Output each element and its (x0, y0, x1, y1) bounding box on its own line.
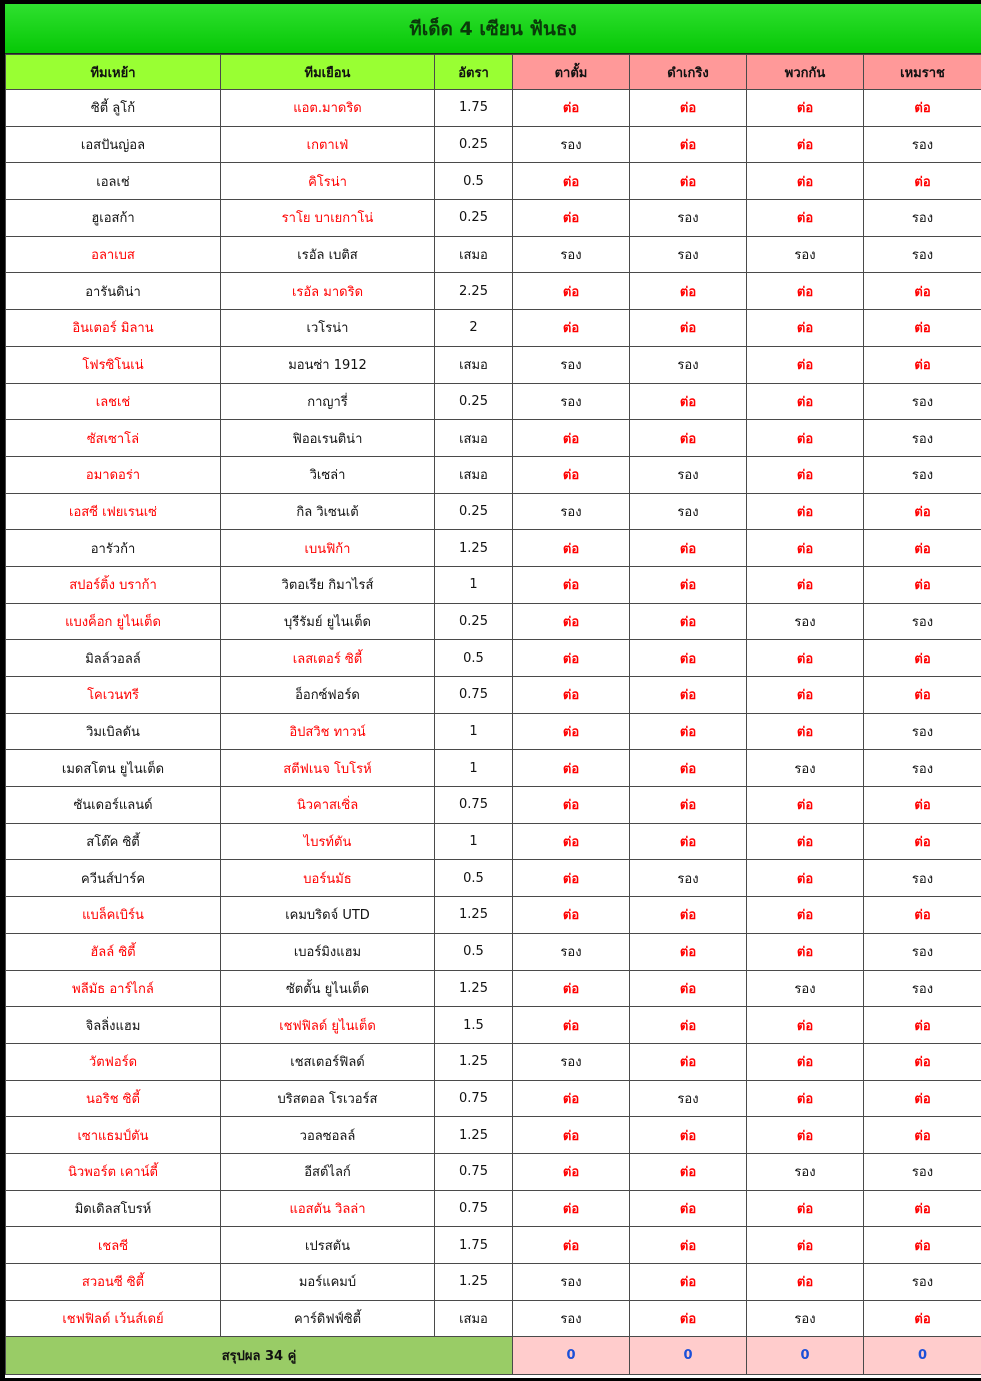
score-expert-4: 0 (864, 1337, 981, 1375)
away-team: กิล วิเซนเต้ (221, 493, 435, 530)
expert-pick: ต่อ (630, 420, 747, 457)
expert-pick: ต่อ (864, 640, 981, 677)
header-expert-2: ดำเกริง (630, 55, 747, 90)
table-row (6, 1043, 981, 1080)
odds-value: 0.5 (435, 933, 513, 970)
odds-value: 2 (435, 310, 513, 347)
expert-pick: ต่อ (864, 787, 981, 824)
home-team: แบล็คเบิร์น (6, 897, 221, 934)
home-team: อารันดิน่า (6, 273, 221, 310)
expert-pick: รอง (747, 1300, 864, 1337)
expert-pick: ต่อ (864, 310, 981, 347)
odds-value: 1.75 (435, 90, 513, 127)
table-row (6, 346, 981, 383)
away-team: เปรสตัน (221, 1227, 435, 1264)
expert-pick: ต่อ (864, 530, 981, 567)
away-team: อีสต์ไลก์ (221, 1153, 435, 1190)
expert-pick: รอง (864, 1153, 981, 1190)
expert-pick: ต่อ (864, 493, 981, 530)
expert-pick: ต่อ (864, 1007, 981, 1044)
away-team: เรอัล มาดริด (221, 273, 435, 310)
expert-pick: ต่อ (747, 787, 864, 824)
table-row (6, 90, 981, 127)
table-row (6, 1300, 981, 1337)
table-row (6, 787, 981, 824)
expert-pick: ต่อ (513, 1153, 630, 1190)
home-team: มิดเดิลสโบรห์ (6, 1190, 221, 1227)
expert-pick: ต่อ (630, 163, 747, 200)
expert-pick: รอง (864, 970, 981, 1007)
expert-pick: ต่อ (747, 1007, 864, 1044)
odds-value: 1.75 (435, 1227, 513, 1264)
table-row (6, 1080, 981, 1117)
odds-value: เสมอ (435, 1300, 513, 1337)
away-team: วิตอเรีย กิมาไรส์ (221, 566, 435, 603)
odds-value: 1 (435, 823, 513, 860)
away-team: กาญารี่ (221, 383, 435, 420)
expert-pick: ต่อ (630, 1117, 747, 1154)
odds-value: 1.25 (435, 897, 513, 934)
home-team: เอสซี เฟยเรนเซ่ (6, 493, 221, 530)
table-body (6, 90, 981, 1337)
home-team: ซันเดอร์แลนด์ (6, 787, 221, 824)
expert-pick: ต่อ (747, 1264, 864, 1301)
table-row (6, 1190, 981, 1227)
away-team: บุรีรัมย์ ยูไนเต็ด (221, 603, 435, 640)
expert-pick: รอง (513, 933, 630, 970)
expert-pick: ต่อ (630, 1043, 747, 1080)
expert-pick: ต่อ (513, 970, 630, 1007)
expert-pick: ต่อ (630, 640, 747, 677)
home-team: วิมเบิลดัน (6, 713, 221, 750)
expert-pick: รอง (630, 200, 747, 237)
home-team: มิลล์วอลล์ (6, 640, 221, 677)
table-row (6, 236, 981, 273)
away-team: เวโรน่า (221, 310, 435, 347)
expert-pick: รอง (747, 236, 864, 273)
expert-pick: ต่อ (630, 310, 747, 347)
expert-pick: รอง (513, 493, 630, 530)
expert-pick: ต่อ (513, 163, 630, 200)
away-team: เบนฟิก้า (221, 530, 435, 567)
home-team: ควีนส์ปาร์ค (6, 860, 221, 897)
expert-pick: ต่อ (864, 346, 981, 383)
table-row (6, 456, 981, 493)
home-team: เอลเช่ (6, 163, 221, 200)
expert-pick: ต่อ (864, 1117, 981, 1154)
home-team: ฮูเอสก้า (6, 200, 221, 237)
odds-value: เสมอ (435, 456, 513, 493)
home-team: ฮัลล์ ซิตี้ (6, 933, 221, 970)
odds-value: 0.75 (435, 1190, 513, 1227)
home-team: จิลลิ่งแฮม (6, 1007, 221, 1044)
expert-pick: ต่อ (630, 897, 747, 934)
expert-pick: ต่อ (747, 346, 864, 383)
expert-pick: ต่อ (747, 1080, 864, 1117)
expert-pick: ต่อ (513, 750, 630, 787)
expert-pick: ต่อ (513, 640, 630, 677)
expert-pick: ต่อ (864, 1190, 981, 1227)
home-team: เอสปันญ่อล (6, 126, 221, 163)
table-row (6, 126, 981, 163)
expert-pick: ต่อ (513, 310, 630, 347)
expert-pick: ต่อ (747, 90, 864, 127)
expert-pick: รอง (513, 1264, 630, 1301)
expert-pick: ต่อ (864, 1227, 981, 1264)
odds-value: 0.75 (435, 1080, 513, 1117)
home-team: พลีมัธ อาร์ไกล์ (6, 970, 221, 1007)
table-row (6, 566, 981, 603)
odds-value: 1.25 (435, 1117, 513, 1154)
expert-pick: ต่อ (513, 823, 630, 860)
expert-pick: ต่อ (864, 1080, 981, 1117)
home-team: เชลซี (6, 1227, 221, 1264)
expert-pick: รอง (864, 200, 981, 237)
away-team: มอนซ่า 1912 (221, 346, 435, 383)
away-team: แอต.มาดริด (221, 90, 435, 127)
expert-pick: ต่อ (864, 1300, 981, 1337)
expert-pick: ต่อ (864, 897, 981, 934)
expert-pick: ต่อ (630, 970, 747, 1007)
expert-pick: รอง (864, 126, 981, 163)
expert-pick: ต่อ (513, 1190, 630, 1227)
table-row (6, 1007, 981, 1044)
table-row (6, 603, 981, 640)
table-row (6, 677, 981, 714)
expert-pick: ต่อ (747, 493, 864, 530)
home-team: นิวพอร์ต เคาน์ตี้ (6, 1153, 221, 1190)
expert-pick: รอง (864, 713, 981, 750)
table-row (6, 273, 981, 310)
odds-value: 0.25 (435, 493, 513, 530)
odds-value: เสมอ (435, 236, 513, 273)
away-team: วิเซล่า (221, 456, 435, 493)
odds-value: เสมอ (435, 420, 513, 457)
expert-pick: ต่อ (747, 677, 864, 714)
away-team: เบอร์มิงแฮม (221, 933, 435, 970)
expert-pick: ต่อ (513, 1117, 630, 1154)
home-team: ซัสเซาโล่ (6, 420, 221, 457)
expert-pick: ต่อ (747, 163, 864, 200)
expert-pick: ต่อ (747, 456, 864, 493)
home-team: เลชเช่ (6, 383, 221, 420)
odds-value: 0.75 (435, 677, 513, 714)
table-row (6, 200, 981, 237)
away-team: เกตาเฟ่ (221, 126, 435, 163)
odds-value: 0.5 (435, 163, 513, 200)
expert-pick: ต่อ (513, 90, 630, 127)
odds-value: 1.25 (435, 970, 513, 1007)
expert-pick: ต่อ (864, 90, 981, 127)
odds-value: 0.25 (435, 126, 513, 163)
header-expert-1: ตาตั้ม (513, 55, 630, 90)
away-team: เลสเตอร์ ซิตี้ (221, 640, 435, 677)
odds-value: 0.25 (435, 383, 513, 420)
expert-pick: รอง (630, 493, 747, 530)
expert-pick: ต่อ (864, 163, 981, 200)
table-row (6, 310, 981, 347)
expert-pick: ต่อ (747, 640, 864, 677)
home-team: โฟรซิโนเน่ (6, 346, 221, 383)
expert-pick: ต่อ (747, 1117, 864, 1154)
content-frame (5, 4, 981, 1378)
expert-pick: ต่อ (747, 897, 864, 934)
odds-value: 1.25 (435, 1264, 513, 1301)
expert-pick: รอง (747, 970, 864, 1007)
expert-pick: ต่อ (630, 1153, 747, 1190)
away-team: อ็อกซ์ฟอร์ด (221, 677, 435, 714)
home-team: โคเวนทรี (6, 677, 221, 714)
away-team: แอสตัน วิลล่า (221, 1190, 435, 1227)
expert-pick: ต่อ (513, 860, 630, 897)
expert-pick: ต่อ (747, 933, 864, 970)
expert-pick: รอง (630, 456, 747, 493)
table-row (6, 750, 981, 787)
expert-pick: ต่อ (630, 1300, 747, 1337)
header-expert-4: เหมราช (864, 55, 981, 90)
header-row (6, 55, 981, 90)
expert-pick: ต่อ (747, 200, 864, 237)
summary-label: สรุปผล 34 คู่ (6, 1337, 513, 1375)
expert-pick: รอง (864, 383, 981, 420)
expert-pick: ต่อ (630, 90, 747, 127)
table-row (6, 970, 981, 1007)
table-row (6, 1264, 981, 1301)
odds-value: 0.25 (435, 200, 513, 237)
expert-pick: ต่อ (630, 1007, 747, 1044)
expert-pick: รอง (864, 750, 981, 787)
expert-pick: ต่อ (747, 860, 864, 897)
away-team: อิปสวิช ทาวน์ (221, 713, 435, 750)
expert-pick: ต่อ (630, 126, 747, 163)
table-row (6, 1153, 981, 1190)
expert-pick: รอง (864, 236, 981, 273)
expert-pick: ต่อ (747, 383, 864, 420)
table-row (6, 1227, 981, 1264)
odds-value: 1 (435, 713, 513, 750)
away-team: ราโย บาเยกาโน่ (221, 200, 435, 237)
away-team: เรอัล เบติส (221, 236, 435, 273)
expert-pick: ต่อ (864, 823, 981, 860)
expert-pick: ต่อ (747, 713, 864, 750)
table-row (6, 530, 981, 567)
expert-pick: รอง (630, 860, 747, 897)
table-row (6, 897, 981, 934)
expert-pick: ต่อ (747, 1227, 864, 1264)
away-team: เคมบริดจ์ UTD (221, 897, 435, 934)
expert-pick: รอง (513, 236, 630, 273)
odds-value: 2.25 (435, 273, 513, 310)
away-team: นิวคาสเซิ่ล (221, 787, 435, 824)
expert-pick: ต่อ (513, 713, 630, 750)
expert-pick: ต่อ (513, 1080, 630, 1117)
expert-pick: ต่อ (513, 787, 630, 824)
expert-pick: ต่อ (513, 1227, 630, 1264)
expert-pick: ต่อ (630, 787, 747, 824)
home-team: อมาดอร่า (6, 456, 221, 493)
header-away: ทีมเยือน (221, 55, 435, 90)
expert-pick: ต่อ (630, 530, 747, 567)
expert-pick: ต่อ (864, 1043, 981, 1080)
expert-pick: รอง (747, 603, 864, 640)
score-expert-3: 0 (747, 1337, 864, 1375)
expert-pick: รอง (630, 236, 747, 273)
home-team: วัตฟอร์ด (6, 1043, 221, 1080)
away-team: มอร์แคมบ์ (221, 1264, 435, 1301)
expert-pick: ต่อ (630, 1227, 747, 1264)
expert-pick: ต่อ (747, 823, 864, 860)
expert-pick: รอง (864, 933, 981, 970)
away-team: คาร์ดิฟฟ์ซิตี้ (221, 1300, 435, 1337)
expert-pick: รอง (513, 383, 630, 420)
expert-pick: ต่อ (513, 566, 630, 603)
away-team: บริสตอล โรเวอร์ส (221, 1080, 435, 1117)
table-row (6, 1117, 981, 1154)
expert-pick: รอง (513, 126, 630, 163)
expert-pick: รอง (513, 346, 630, 383)
odds-value: เสมอ (435, 346, 513, 383)
expert-pick: ต่อ (864, 677, 981, 714)
expert-pick: ต่อ (630, 1264, 747, 1301)
home-team: ซิตี้ ลูโก้ (6, 90, 221, 127)
header-odds: อัตรา (435, 55, 513, 90)
table-row (6, 493, 981, 530)
expert-pick: รอง (864, 456, 981, 493)
table-row (6, 383, 981, 420)
expert-pick: ต่อ (747, 566, 864, 603)
expert-pick: ต่อ (630, 823, 747, 860)
expert-pick: รอง (864, 603, 981, 640)
home-team: แบงค็อก ยูไนเต็ด (6, 603, 221, 640)
expert-pick: ต่อ (630, 933, 747, 970)
table-row (6, 420, 981, 457)
expert-pick: ต่อ (747, 420, 864, 457)
odds-value: 0.5 (435, 860, 513, 897)
expert-pick: ต่อ (630, 750, 747, 787)
header-expert-3: พวกกัน (747, 55, 864, 90)
expert-pick: รอง (864, 1264, 981, 1301)
home-team: สโต๊ค ซิตี้ (6, 823, 221, 860)
home-team: สปอร์ติ้ง บราก้า (6, 566, 221, 603)
expert-pick: ต่อ (513, 200, 630, 237)
expert-pick: ต่อ (630, 713, 747, 750)
score-expert-1: 0 (513, 1337, 630, 1375)
table-row (6, 640, 981, 677)
expert-pick: ต่อ (513, 273, 630, 310)
expert-pick: ต่อ (513, 456, 630, 493)
expert-pick: ต่อ (747, 1043, 864, 1080)
odds-value: 1 (435, 750, 513, 787)
odds-value: 0.75 (435, 787, 513, 824)
expert-pick: ต่อ (513, 1007, 630, 1044)
odds-value: 1.25 (435, 1043, 513, 1080)
expert-pick: ต่อ (513, 677, 630, 714)
away-team: ซัตตั้น ยูไนเต็ด (221, 970, 435, 1007)
odds-value: 1.25 (435, 530, 513, 567)
expert-pick: ต่อ (864, 273, 981, 310)
odds-value: 1.5 (435, 1007, 513, 1044)
odds-value: 0.25 (435, 603, 513, 640)
table-row (6, 933, 981, 970)
odds-value: 0.75 (435, 1153, 513, 1190)
away-team: ไบรท์ตัน (221, 823, 435, 860)
expert-pick: ต่อ (630, 273, 747, 310)
page-title: ทีเด็ด 4 เซียน ฟันธง (5, 4, 981, 54)
home-team: อารัวก้า (6, 530, 221, 567)
score-expert-2: 0 (630, 1337, 747, 1375)
home-team: เมดสโตน ยูไนเต็ด (6, 750, 221, 787)
home-team: อินเตอร์ มิลาน (6, 310, 221, 347)
odds-value: 1 (435, 566, 513, 603)
table-row (6, 860, 981, 897)
expert-pick: ต่อ (630, 677, 747, 714)
expert-pick: ต่อ (630, 383, 747, 420)
away-team: คิโรน่า (221, 163, 435, 200)
table-row (6, 713, 981, 750)
expert-pick: ต่อ (747, 530, 864, 567)
expert-pick: รอง (864, 860, 981, 897)
home-team: สวอนซี ซิตี้ (6, 1264, 221, 1301)
expert-pick: รอง (630, 1080, 747, 1117)
expert-pick: ต่อ (747, 273, 864, 310)
tips-table (5, 54, 981, 1375)
expert-pick: ต่อ (747, 1190, 864, 1227)
home-team: อลาเบส (6, 236, 221, 273)
away-team: วอลซอลล์ (221, 1117, 435, 1154)
expert-pick: ต่อ (864, 566, 981, 603)
away-team: เชฟฟิลด์ ยูไนเต็ด (221, 1007, 435, 1044)
expert-pick: รอง (747, 1153, 864, 1190)
table-row (6, 163, 981, 200)
expert-pick: ต่อ (747, 126, 864, 163)
expert-pick: รอง (864, 420, 981, 457)
expert-pick: รอง (513, 1043, 630, 1080)
expert-pick: รอง (747, 750, 864, 787)
header-home: ทีมเหย้า (6, 55, 221, 90)
home-team: เชฟฟิลด์ เว้นส์เดย์ (6, 1300, 221, 1337)
home-team: นอริช ซิตี้ (6, 1080, 221, 1117)
away-team: ฟิออเรนติน่า (221, 420, 435, 457)
away-team: สตีฟเนจ โบโรห์ (221, 750, 435, 787)
expert-pick: ต่อ (747, 310, 864, 347)
expert-pick: รอง (630, 346, 747, 383)
table-row (6, 823, 981, 860)
away-team: บอร์นมัธ (221, 860, 435, 897)
expert-pick: ต่อ (513, 897, 630, 934)
expert-pick: รอง (513, 1300, 630, 1337)
expert-pick: ต่อ (513, 530, 630, 567)
odds-value: 0.5 (435, 640, 513, 677)
summary-row (6, 1337, 981, 1375)
expert-pick: ต่อ (630, 566, 747, 603)
home-team: เซาแธมป์ตัน (6, 1117, 221, 1154)
expert-pick: ต่อ (630, 603, 747, 640)
expert-pick: ต่อ (513, 603, 630, 640)
expert-pick: ต่อ (513, 420, 630, 457)
away-team: เชสเตอร์ฟิลด์ (221, 1043, 435, 1080)
expert-pick: ต่อ (630, 1190, 747, 1227)
